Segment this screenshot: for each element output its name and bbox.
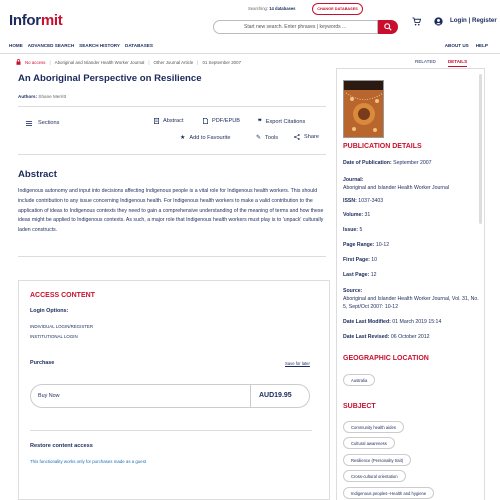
search-button[interactable] [378, 20, 398, 34]
document-icon [154, 118, 159, 124]
add-to-favourite-label: Add to Favourite [189, 134, 231, 141]
subject-tag[interactable]: Cross-cultural orientation [343, 470, 406, 482]
user-icon[interactable] [434, 17, 443, 26]
source-detail: Source: Aboriginal and Islander Health Worker Journal, Vol. 31, No. 5, Sept/Oct 2007: 10-12 [343, 288, 479, 310]
page-range-detail: Page Range: 10-12 [343, 242, 390, 248]
access-status: No access [25, 59, 46, 65]
share-button[interactable] [294, 134, 319, 140]
divider [18, 154, 326, 155]
issn-detail: ISSN: 1037-3403 [343, 198, 384, 204]
breadcrumb-separator: | [49, 59, 51, 65]
nav-help[interactable]: HELP [475, 43, 488, 48]
lock-icon [16, 59, 21, 65]
article-title: An Aboriginal Perspective on Resilience [18, 73, 202, 84]
geographic-location-heading: GEOGRAPHIC LOCATION [343, 355, 429, 362]
cover-art [344, 81, 384, 138]
export-citations-button[interactable] [258, 118, 305, 126]
abstract-heading: Abstract [18, 169, 57, 180]
abstract-text: Indigenous autonomy and input into decisions affecting Indigenous people is a vital role for Indigenous health workers. This should include contribution to any issue concerning Indigenous health. For Indigenous health workers to make a valid contribution to the application of ideas to Indigenous contexts they need to gain a comprehensive understanding of the meaning of terms and how these ideas might be applied to Indigenous contexts. As such, a major role that Indigenous health workers must play is to 'unpack' culturally laden constructs. [18, 188, 324, 234]
subject-tag[interactable]: Community health aides [343, 421, 404, 433]
purchase-heading: Purchase [30, 360, 55, 366]
breadcrumb [16, 59, 241, 65]
date-last-revised: Date Last Revised: 06 October 2012 [343, 334, 430, 340]
nav-about-us[interactable]: ABOUT US [444, 43, 469, 48]
quote-icon: ❞ [258, 119, 262, 126]
individual-login-link[interactable]: INDIVIDUAL LOGIN/REGISTER [30, 324, 94, 329]
date-last-modified: Date Last Modified: 01 March 2019 15:14 [343, 319, 442, 325]
share-icon [294, 134, 300, 140]
restore-access-heading: Restore content access [30, 443, 93, 449]
cart-icon[interactable] [412, 17, 421, 26]
author-name[interactable]: Shane Merritt [38, 94, 66, 99]
sections-button[interactable] [26, 120, 59, 126]
institutional-login-link[interactable]: INSTITUTIONAL LOGIN [30, 334, 78, 339]
searching-databases-text: Searching: 14 databases [248, 6, 296, 11]
breadcrumb-separator: | [148, 59, 150, 65]
pdf-epub-button[interactable] [203, 118, 240, 124]
divider [18, 106, 326, 107]
login-register-link[interactable]: Login | Register [450, 17, 497, 24]
volume-detail: Volume: 31 [343, 212, 371, 218]
panel-tabs [415, 59, 467, 67]
subject-tag[interactable]: Indigenous peoples--Health and hygiene [343, 487, 434, 499]
databases-count[interactable]: 14 databases [269, 6, 296, 11]
tab-details[interactable]: DETAILS [448, 59, 467, 67]
save-for-later-link[interactable]: Save for later [285, 361, 310, 366]
abstract-label: Abstract [163, 118, 184, 124]
buy-now-label[interactable]: Buy Now [38, 393, 60, 399]
change-databases-button[interactable]: CHANGE DATABASES [312, 3, 363, 15]
main-nav [0, 42, 500, 53]
breadcrumb-journal[interactable]: Aboriginal and Islander Health Worker Journal [54, 59, 145, 65]
abstract-button[interactable] [154, 118, 184, 124]
subject-heading: SUBJECT [343, 403, 376, 410]
journal-cover-image[interactable] [343, 80, 384, 138]
login-options-heading: Login Options: [30, 308, 69, 314]
search-input[interactable]: Start new search. Enter phrases | keywords ... [213, 20, 378, 34]
breadcrumb-type: Other Journal Article [153, 59, 194, 65]
publication-details-heading: PUBLICATION DETAILS [343, 143, 422, 150]
search-icon [384, 23, 392, 31]
subject-tag[interactable]: Resilience (Personality trait) [343, 454, 411, 466]
share-label: Share [304, 134, 319, 140]
breadcrumb-separator: | [197, 59, 199, 65]
wrench-icon: ✎ [256, 135, 262, 141]
restore-access-text[interactable]: This functionality works only for purchases made as a guest [30, 459, 147, 464]
date-of-publication: Date of Publication: September 2007 [343, 160, 432, 166]
journal-link[interactable]: Aboriginal and Islander Health Worker Journal [343, 185, 450, 191]
sections-label: Sections [38, 120, 60, 126]
breadcrumb-date: 01 September 2007 [202, 59, 242, 65]
pdf-epub-label: PDF/EPUB [212, 118, 240, 124]
tools-label: Tools [265, 134, 279, 141]
informit-logo[interactable]: Informit [9, 12, 63, 29]
tools-button[interactable] [256, 134, 278, 141]
access-content-heading: ACCESS CONTENT [30, 292, 95, 299]
file-icon [203, 118, 208, 124]
nav-divider [0, 53, 500, 54]
nav-home[interactable]: HOME [9, 43, 23, 48]
add-to-favourite-button[interactable] [180, 134, 230, 141]
issue-detail: Issue: 5 [343, 227, 363, 233]
nav-search-history[interactable]: SEARCH HISTORY [79, 43, 120, 48]
nav-databases[interactable]: DATABASES [125, 43, 153, 48]
first-page-detail: First Page: 10 [343, 257, 378, 263]
export-citations-label: Export Citations [265, 119, 306, 125]
subject-tag[interactable]: Cultural awareness [343, 437, 395, 449]
geo-tag-australia[interactable]: Australia [343, 374, 375, 386]
tab-related[interactable]: RELATED [415, 59, 436, 64]
buy-divider [250, 384, 251, 408]
top-bar [0, 0, 500, 40]
divider [18, 256, 326, 257]
journal-detail: Journal: Aboriginal and Islander Health Worker Journal [343, 177, 450, 191]
star-icon: ★ [180, 135, 186, 141]
last-page-detail: Last Page: 12 [343, 272, 377, 278]
authors-line: Authors: Shane Merritt [18, 94, 66, 99]
menu-icon [26, 121, 32, 126]
price: AUD19.95 [259, 392, 292, 399]
divider [30, 430, 312, 431]
nav-advanced-search[interactable]: ADVANCED SEARCH [27, 43, 75, 48]
